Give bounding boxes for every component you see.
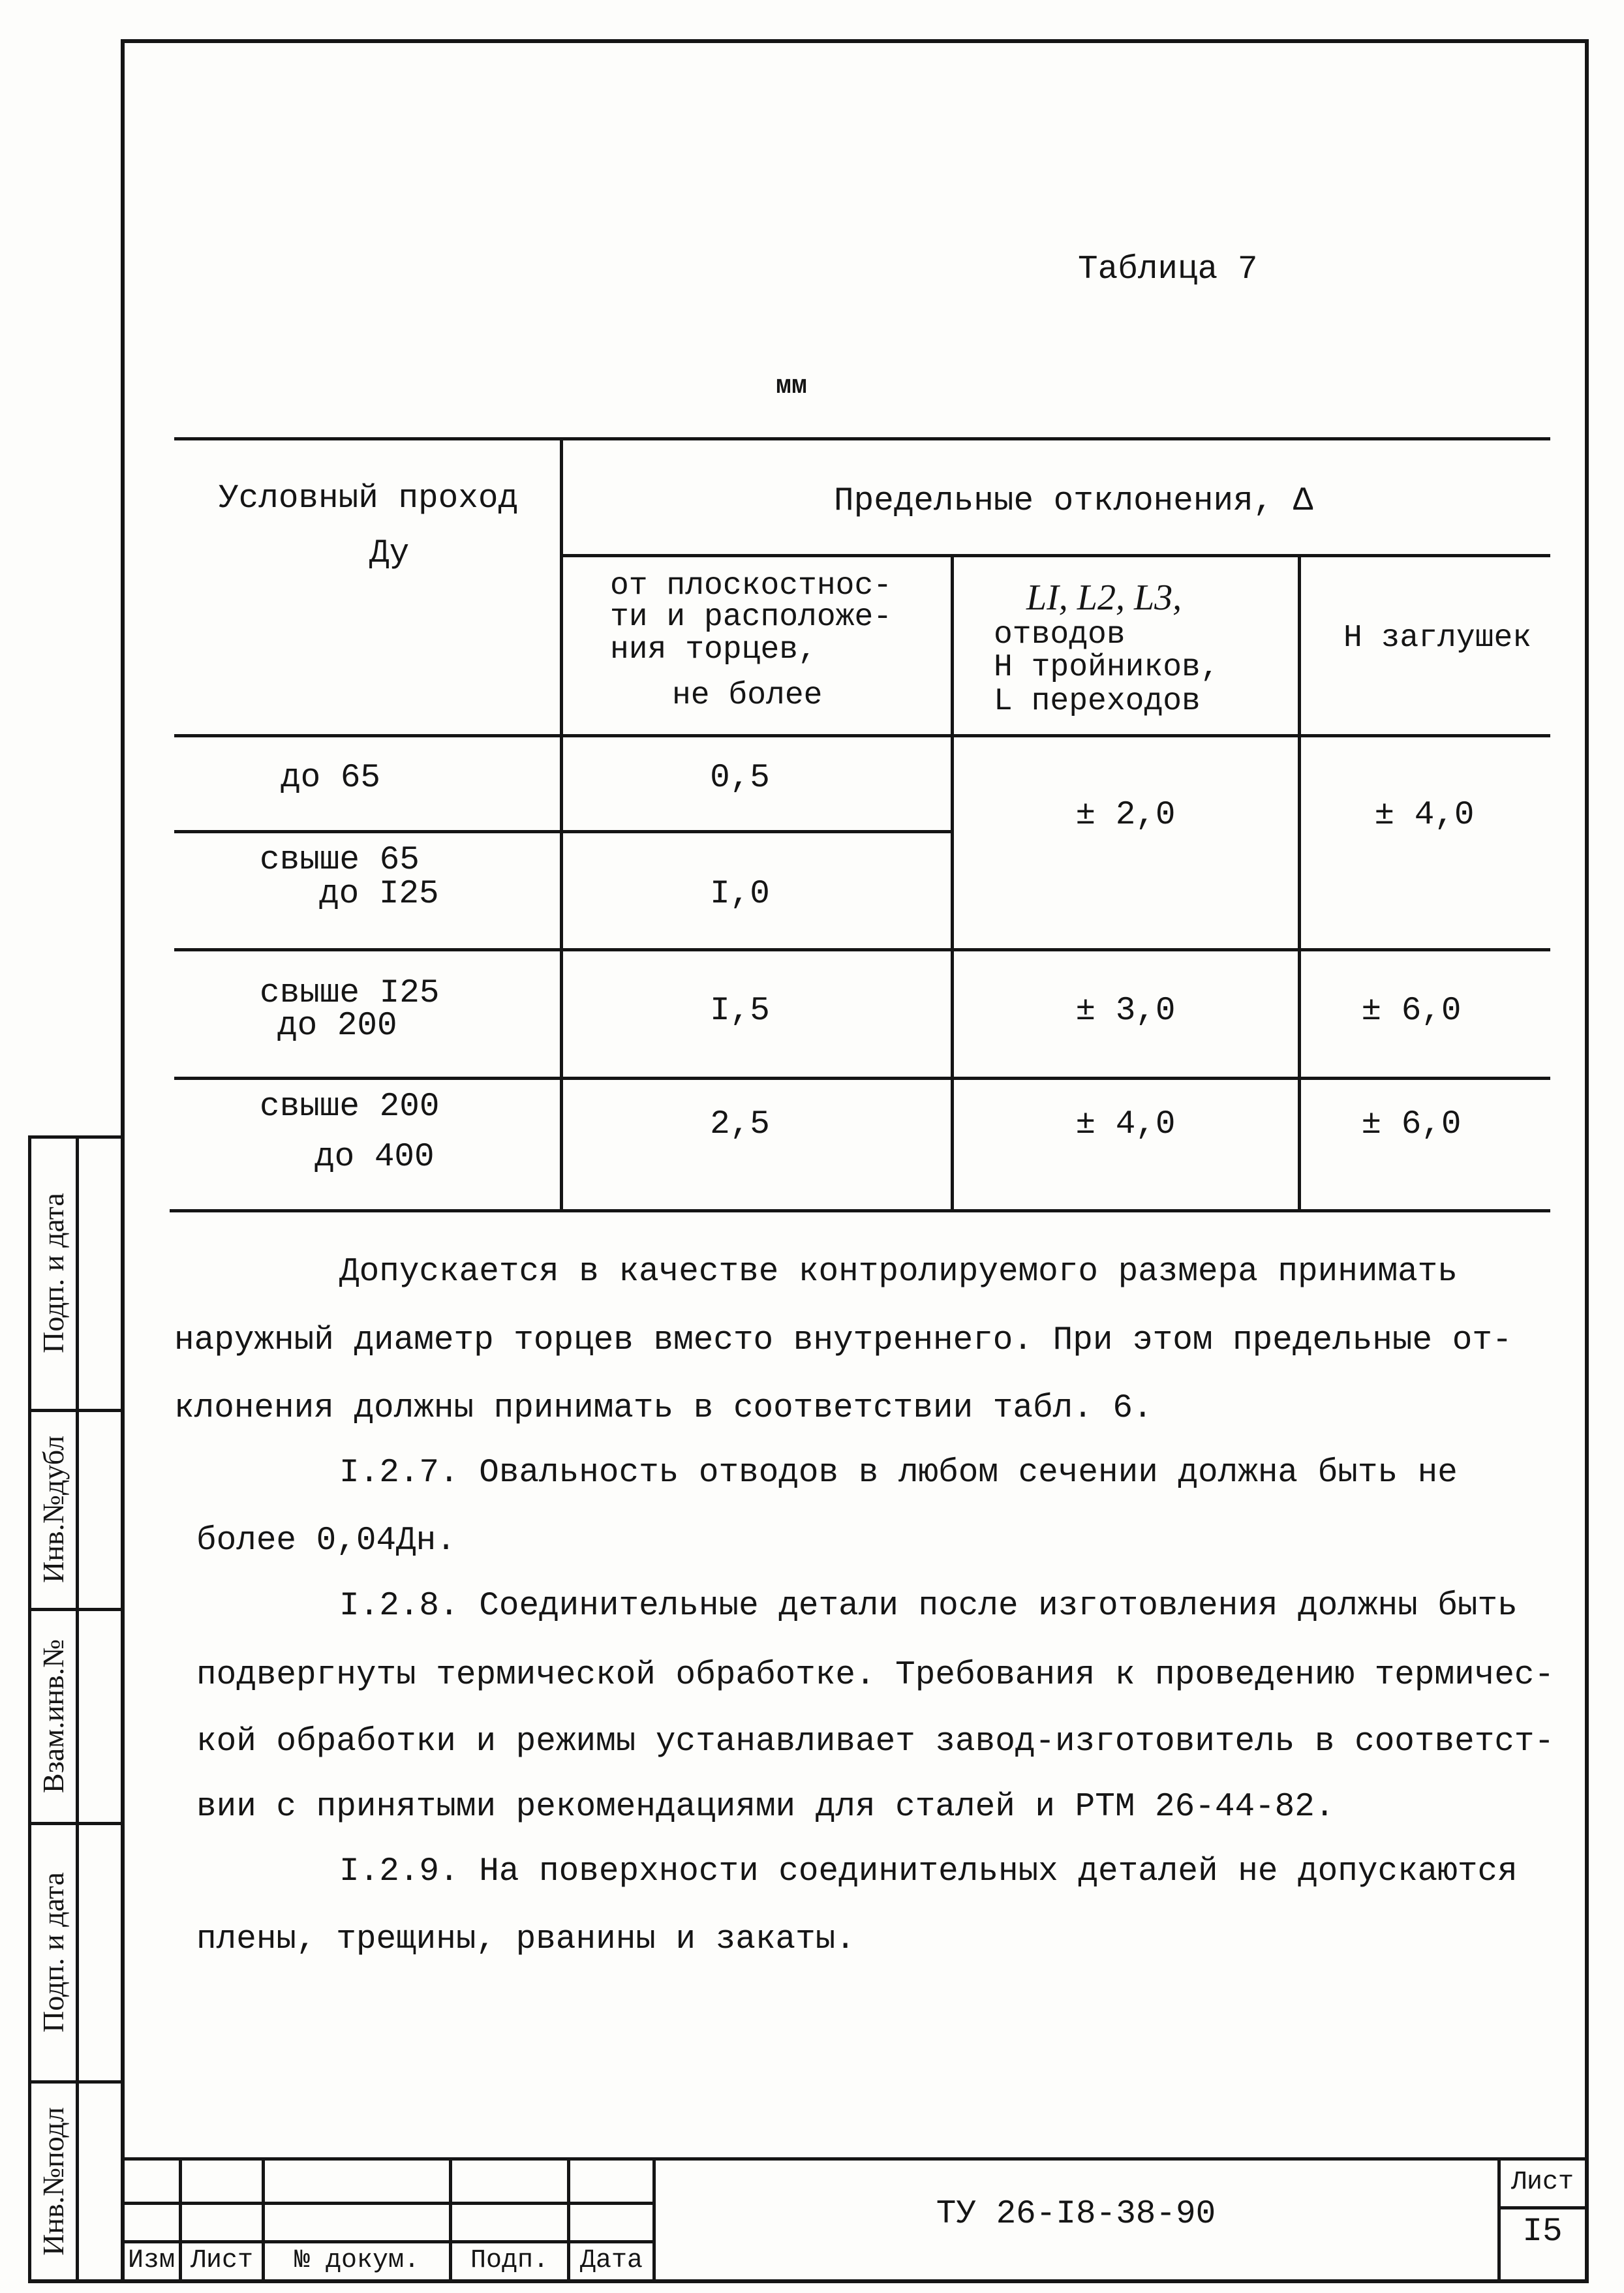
stamp-label: Взам.инв.№ — [37, 1639, 70, 1794]
title-block-column-label: № докум. — [294, 2246, 420, 2275]
paragraph-line: I.2.7. Овальность отводов в любом сечении должна быть не — [339, 1454, 1458, 1492]
table-header-flatness: ти и расположе- — [610, 600, 893, 635]
title-block-rule — [262, 2157, 265, 2281]
table-header-length: Н тройников, — [994, 650, 1219, 685]
paragraph-line: Допускается в качестве контролируемого размера принимать — [339, 1254, 1458, 1291]
document-designation: ТУ 26-I8-38-90 — [936, 2196, 1216, 2233]
table-rule — [174, 437, 1550, 440]
stamp-strip-rule — [28, 2279, 123, 2283]
table-cell-plug-tol: ± 4,0 — [1374, 797, 1475, 834]
title-block-rule — [179, 2157, 182, 2281]
title-block-rule — [1499, 2206, 1587, 2209]
table-cell-du: свыше I25 — [260, 975, 440, 1012]
table-cell-length-tol: ± 3,0 — [1075, 993, 1176, 1030]
table-rule — [951, 554, 954, 1212]
table-rule — [174, 830, 952, 833]
stamp-strip-rule — [28, 1822, 123, 1825]
paragraph-line: кой обработки и режимы устанавливает завод-изготовитель в соответст- — [196, 1723, 1555, 1761]
table-cell-du: до 200 — [277, 1008, 397, 1045]
table-cell-du: до 400 — [314, 1139, 435, 1176]
stamp-strip-border — [28, 1135, 31, 2283]
stamp-label: Инв.№дубл — [37, 1436, 70, 1583]
table-cell-length-tol: ± 4,0 — [1075, 1106, 1176, 1143]
table-header-length-symbols: LI, L2, L3, — [1026, 577, 1182, 618]
title-block-column-label: Дата — [579, 2246, 643, 2275]
table-rule — [561, 554, 1550, 557]
table-rule — [174, 734, 1550, 737]
table-cell-plug-tol: ± 6,0 — [1361, 1106, 1462, 1143]
paragraph-line: наружный диаметр торцев вместо внутреннего. При этом предельные от- — [174, 1322, 1512, 1359]
unit-label: мм — [775, 372, 808, 401]
table-cell-du: свыше 200 — [260, 1088, 440, 1126]
table-cell-flatness: I,5 — [710, 993, 770, 1030]
paragraph-line: более 0,04Дн. — [196, 1522, 456, 1560]
title-block-rule — [652, 2157, 656, 2281]
table-header-length: отводов — [994, 617, 1126, 653]
table-rule — [560, 437, 563, 1212]
table-header-plug: Н заглушек — [1343, 621, 1532, 656]
paragraph-line: вии с принятыми рекомендациями для сталей и РТМ 26-44-82. — [196, 1789, 1335, 1826]
title-block-rule — [1497, 2157, 1501, 2281]
table-header-du: Условный проход — [219, 480, 519, 517]
table-header-length: L переходов — [994, 684, 1201, 719]
stamp-label: Подп. и дата — [37, 1193, 70, 1353]
title-block-rule — [567, 2157, 570, 2281]
stamp-label: Инв.№подл — [37, 2107, 70, 2256]
table-rule — [174, 1077, 1550, 1080]
stamp-strip-rule — [28, 1608, 123, 1611]
paragraph-line: подвергнуты термической обработке. Требования к проведению термичес- — [196, 1657, 1555, 1694]
table-rule — [170, 1209, 1550, 1212]
paragraph-line: плены, трещины, рванины и закаты. — [196, 1921, 855, 1958]
table-cell-flatness: 2,5 — [710, 1106, 770, 1143]
title-block-rule — [123, 2240, 654, 2243]
stamp-strip-rule — [28, 2080, 123, 2084]
table-cell-du: до I25 — [319, 876, 439, 913]
title-block-column-label: Лист — [190, 2246, 254, 2275]
table-header-flatness: ния торцев, — [610, 632, 817, 668]
stamp-strip-rule — [28, 1135, 123, 1139]
table-cell-length-tol: ± 2,0 — [1075, 797, 1176, 834]
sheet-number: I5 — [1522, 2213, 1563, 2251]
sheet-label: Лист — [1510, 2168, 1574, 2197]
table-header-flatness: не более — [672, 678, 823, 713]
paragraph-line: клонения должны принимать в соответствии табл. 6. — [174, 1390, 1153, 1427]
title-block-column-label: Изм — [127, 2246, 176, 2275]
title-block-rule — [123, 2202, 654, 2205]
stamp-label: Подп. и дата — [37, 1872, 70, 2033]
table-cell-du: свыше 65 — [260, 842, 420, 879]
table-rule — [174, 948, 1550, 951]
stamp-strip-divider — [76, 1135, 79, 2283]
title-block-rule — [123, 2157, 1587, 2161]
table-header-flatness: от плоскостнос- — [610, 568, 893, 604]
table-title: Таблица 7 — [1078, 251, 1258, 288]
table-cell-du: до 65 — [281, 760, 381, 797]
paragraph-line: I.2.8. Соединительные детали после изготовления должны быть — [339, 1588, 1518, 1625]
table-cell-plug-tol: ± 6,0 — [1361, 993, 1462, 1030]
table-header-group: Предельные отклонения, Δ — [834, 483, 1313, 520]
paragraph-line: I.2.9. На поверхности соединительных деталей не допускаются — [339, 1853, 1518, 1890]
table-rule — [1298, 554, 1301, 1212]
title-block-column-label: Подп. — [470, 2246, 549, 2275]
table-cell-flatness: I,0 — [710, 876, 770, 913]
stamp-strip-rule — [28, 1409, 123, 1412]
table-header-du: Ду — [369, 535, 410, 572]
title-block-rule — [449, 2157, 452, 2281]
table-cell-flatness: 0,5 — [710, 760, 770, 797]
